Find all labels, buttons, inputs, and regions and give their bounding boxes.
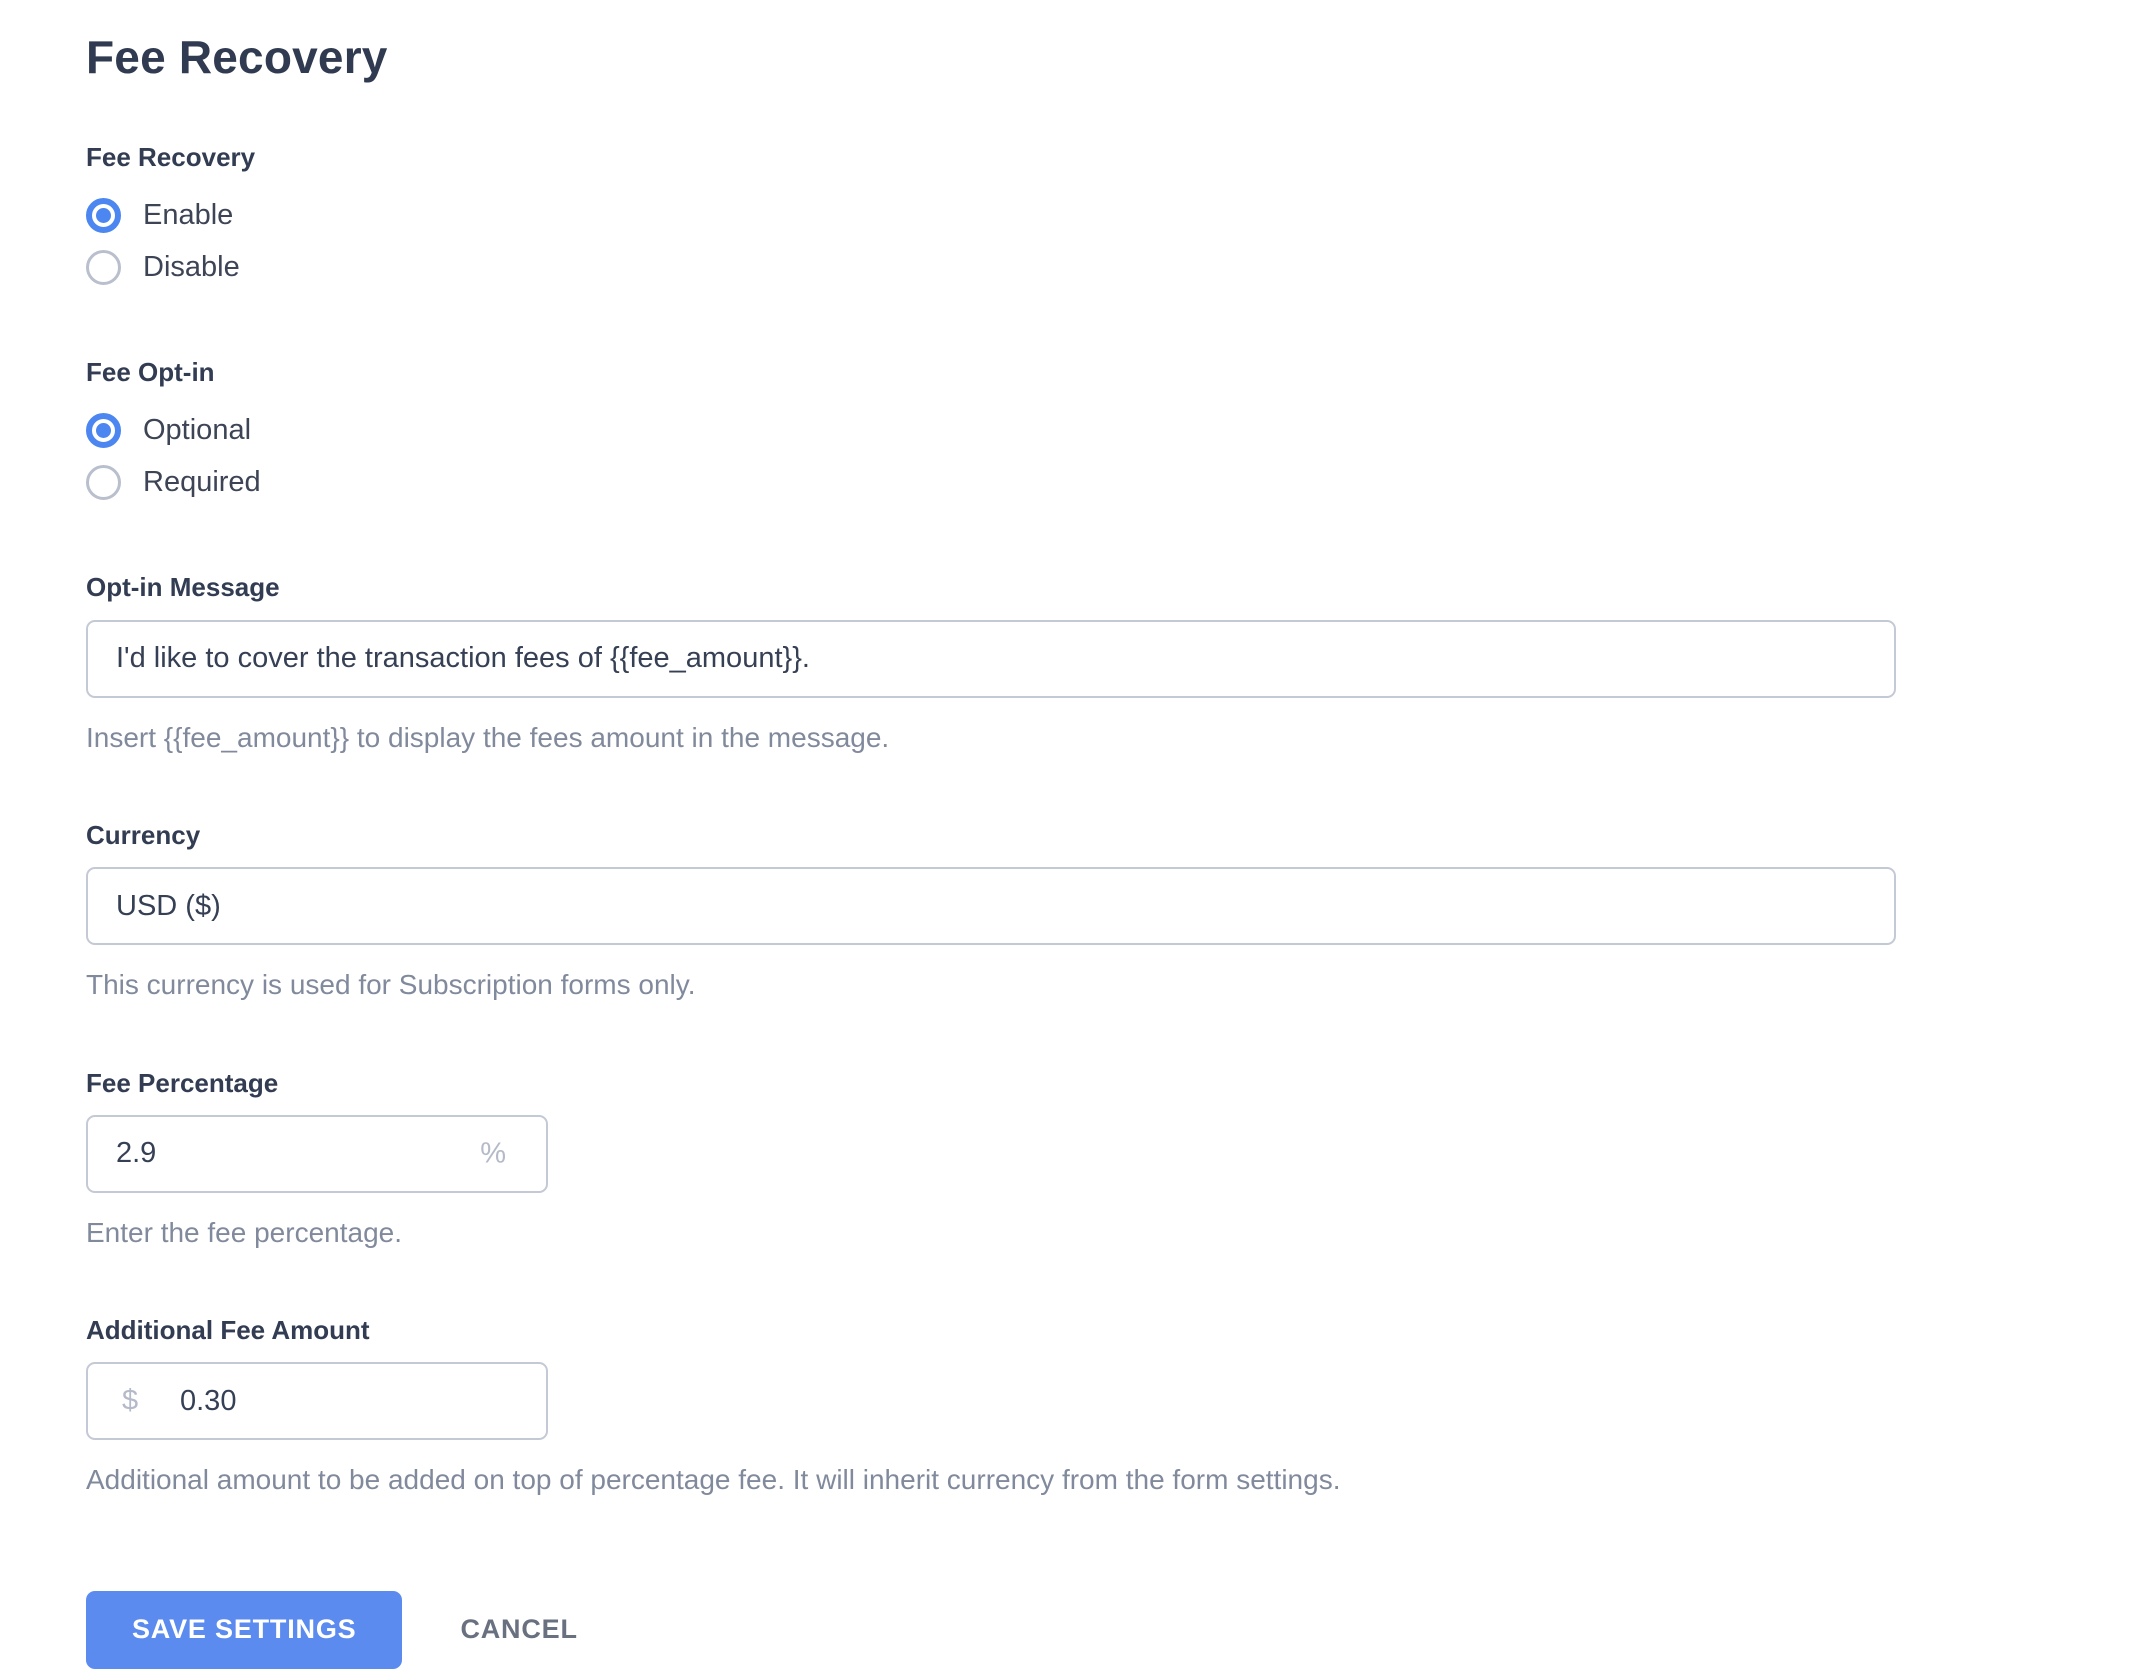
currency-group bbox=[86, 820, 2136, 1004]
form-actions bbox=[86, 1591, 2136, 1669]
additional-fee-input[interactable] bbox=[86, 1362, 548, 1440]
radio-option-enable-label: Enable bbox=[143, 198, 234, 231]
additional-fee-help: Additional amount to be added on top of percentage fee. It will inherit currency from the form settings. bbox=[86, 1464, 1341, 1496]
opt-in-message-input[interactable] bbox=[86, 620, 1896, 698]
save-settings-button[interactable]: SAVE SETTINGS bbox=[86, 1591, 402, 1669]
dollar-prefix: $ bbox=[122, 1384, 139, 1417]
opt-in-message-group bbox=[86, 572, 2136, 756]
additional-fee-input-wrap bbox=[86, 1362, 548, 1440]
opt-in-message-help: Insert {{fee_amount}} to display the fees amount in the message. bbox=[86, 721, 890, 753]
cancel-button[interactable]: CANCEL bbox=[460, 1614, 578, 1645]
fee-opt-in-group bbox=[86, 357, 2136, 508]
radio-option-required[interactable] bbox=[86, 456, 261, 508]
radio-selected-icon[interactable] bbox=[86, 198, 121, 233]
radio-option-optional[interactable] bbox=[86, 404, 251, 456]
fee-percentage-group bbox=[86, 1068, 2136, 1252]
fee-percentage-label: Fee Percentage bbox=[86, 1067, 279, 1098]
radio-unselected-icon[interactable] bbox=[86, 250, 121, 285]
radio-option-optional-label: Optional bbox=[143, 413, 252, 446]
radio-unselected-icon[interactable] bbox=[86, 465, 121, 500]
page-title: Fee Recovery bbox=[86, 31, 388, 83]
currency-label: Currency bbox=[86, 819, 201, 850]
fee-percentage-help: Enter the fee percentage. bbox=[86, 1216, 402, 1248]
fee-percentage-input[interactable] bbox=[86, 1115, 548, 1193]
currency-help: This currency is used for Subscription forms only. bbox=[86, 969, 696, 1001]
additional-fee-label: Additional Fee Amount bbox=[86, 1315, 370, 1346]
percent-suffix: % bbox=[480, 1137, 506, 1170]
currency-input-wrap bbox=[86, 867, 1896, 945]
fee-percentage-input-wrap bbox=[86, 1115, 548, 1193]
currency-select[interactable] bbox=[86, 867, 1896, 945]
additional-fee-group bbox=[86, 1315, 2136, 1499]
fee-recovery-group bbox=[86, 142, 2136, 293]
fee-opt-in-label: Fee Opt-in bbox=[86, 357, 215, 388]
radio-option-disable[interactable] bbox=[86, 241, 240, 293]
radio-option-required-label: Required bbox=[143, 465, 261, 498]
radio-option-disable-label: Disable bbox=[143, 250, 240, 283]
radio-option-enable[interactable] bbox=[86, 189, 233, 241]
fee-recovery-label: Fee Recovery bbox=[86, 142, 256, 172]
opt-in-message-label: Opt-in Message bbox=[86, 572, 280, 603]
opt-in-message-input-wrap bbox=[86, 620, 1896, 698]
radio-selected-icon[interactable] bbox=[86, 413, 121, 448]
